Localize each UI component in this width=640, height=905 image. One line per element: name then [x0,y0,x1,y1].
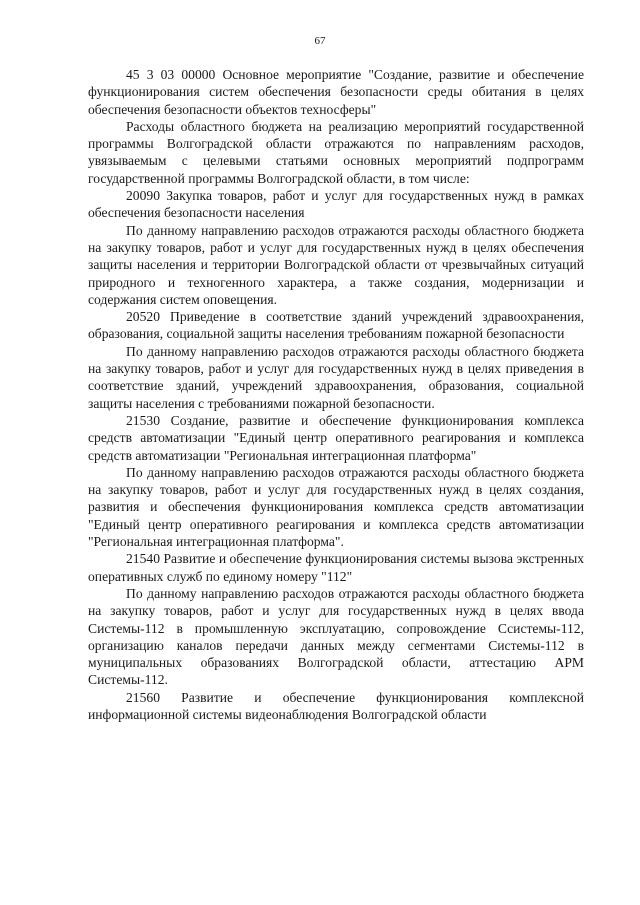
document-body [88,66,584,723]
direction-20090-text: По данному направлению расходов отражаются расходы областного бюджета на закупку товаров, работ и услуг для государственных нужд в целях обеспечения защиты населения и территории Волгоградской области от чрезвычайных ситуаций природного и техногенного характера, а также создания, модернизации и содержания систем оповещения. [88,222,584,307]
direction-21530-text: По данному направлению расходов отражаются расходы областного бюджета на закупку товаров, работ и услуг для государственных нужд в целях создания, развития и обеспечения функционирования комплекса средств автоматизации "Единый центр оперативного реагирования и комплекса средств автоматизации "Региональная интеграционная платформа". [88,464,584,550]
direction-21530-title: 21530 Создание, развитие и обеспечение функционирования комплекса средств автоматизации "Единый центр оперативного реагирования и комплекса средств автоматизации "Региональная интеграционная платформа" [88,412,584,463]
direction-20520-title: 20520 Приведение в соответствие зданий учреждений здравоохранения, образования, социальной защиты населения требованиям пожарной безопасности [88,309,584,342]
direction-21540-text: По данному направлению расходов отражаются расходы областного бюджета на закупку товаров, работ и услуг для государственных нужд в целях ввода Системы-112 в промышленную эксплуатацию, сопровождение Ссистемы-112, организацию каналов передачи данных между сегментами Системы-112 в муниципальных образованиях Волгоградской области, аттестацию АРМ Системы-112. [88,585,584,688]
intro-paragraph: Расходы областного бюджета на реализацию мероприятий государственной программы Волгоградской области отражаются по направлениям расходов, увязываемым с целевыми статьями основных мероприятий подпрограмм государственной программы Волгоградской области, в том числе: [88,118,584,186]
direction-21540-title: 21540 Развитие и обеспечение функционирования системы вызова экстренных оперативных служб по единому номеру "112" [88,551,584,584]
page-number: 67 [314,35,326,47]
direction-20520-text: По данному направлению расходов отражаются расходы областного бюджета на закупку товаров, работ и услуг для государственных нужд в целях приведения в соответствие зданий, учреждений здравоохранения, образования, социальной защиты населения с требованиями пожарной безопасности. [88,343,584,411]
direction-20090-title: 20090 Закупка товаров, работ и услуг для государственных нужд в рамках обеспечения безопасности населения [88,188,584,221]
direction-21560-title: 21560 Развитие и обеспечение функционирования комплексной информационной системы видеонаблюдения Волгоградской области [88,689,584,722]
heading-45-3-03-00000: 45 3 03 00000 Основное мероприятие "Создание, развитие и обеспечение функционирования систем обеспечения безопасности среды обитания в целях обеспечения безопасности объектов техносферы" [88,67,584,117]
